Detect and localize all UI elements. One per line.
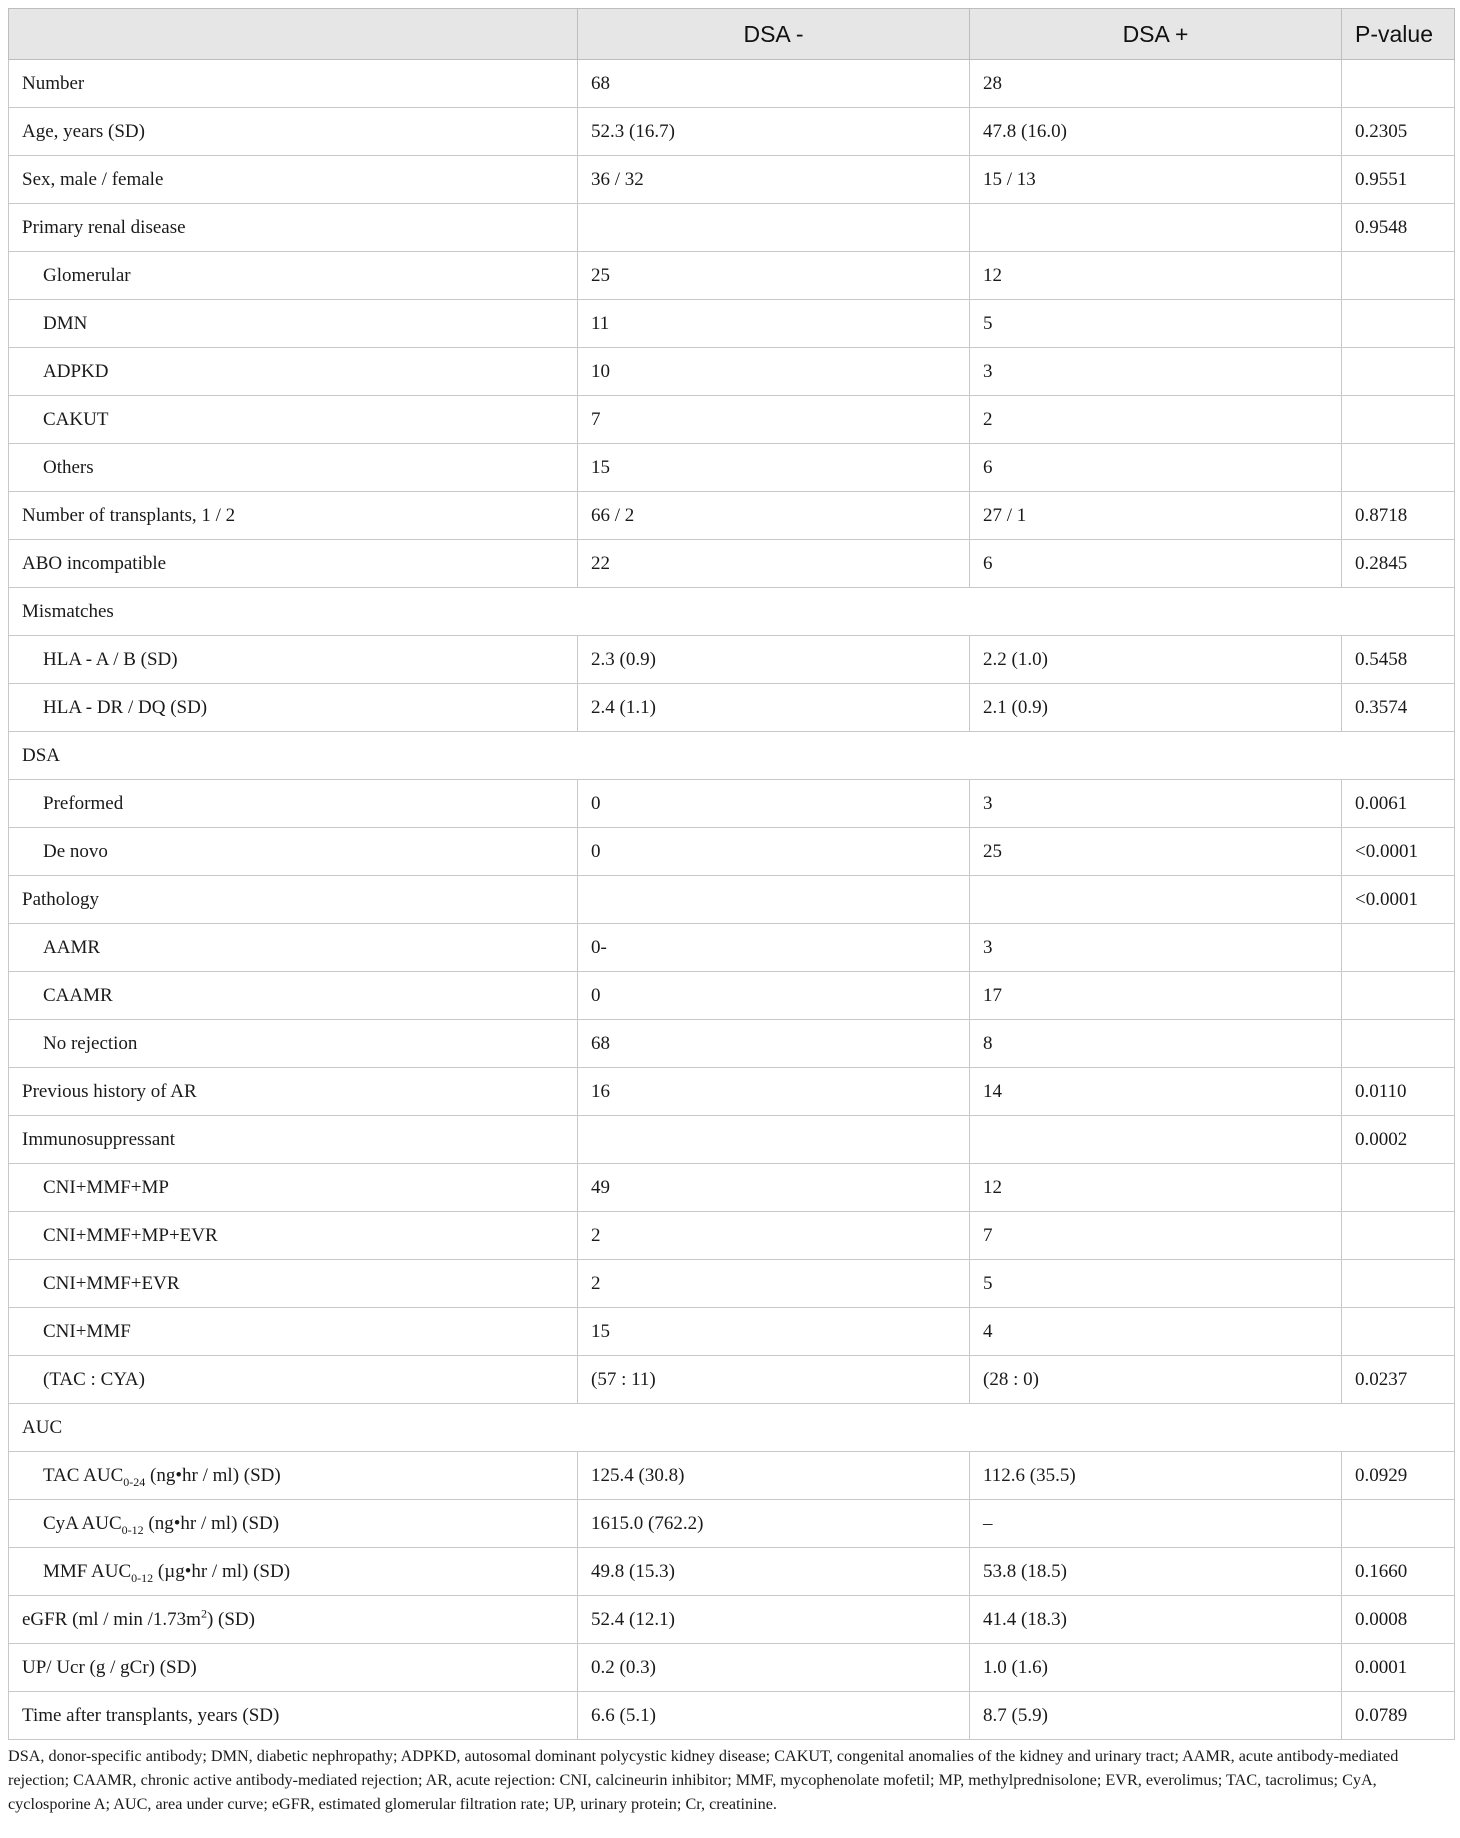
dsa-negative-value: 11 <box>578 300 970 348</box>
row-label: HLA - DR / DQ (SD) <box>9 684 578 732</box>
table-row <box>9 1404 1455 1452</box>
row-label-subscript: 0-24 <box>123 1474 146 1489</box>
dsa-negative-value: 2 <box>578 1212 970 1260</box>
row-label: CNI+MMF+MP+EVR <box>9 1212 578 1260</box>
dsa-positive-value: 3 <box>970 348 1342 396</box>
p-value: 0.0002 <box>1342 1116 1455 1164</box>
table-row <box>9 300 1455 348</box>
table-row <box>9 1548 1455 1596</box>
table-row <box>9 876 1455 924</box>
row-label: Sex, male / female <box>9 156 578 204</box>
dsa-positive-value: 8 <box>970 1020 1342 1068</box>
dsa-positive-value: (28 : 0) <box>970 1356 1342 1404</box>
row-label: ADPKD <box>9 348 578 396</box>
p-value <box>1342 396 1455 444</box>
table-header <box>9 9 1455 60</box>
dsa-negative-value: 22 <box>578 540 970 588</box>
p-value <box>1342 348 1455 396</box>
row-label: HLA - A / B (SD) <box>9 636 578 684</box>
dsa-negative-value: 66 / 2 <box>578 492 970 540</box>
dsa-negative-value: 49.8 (15.3) <box>578 1548 970 1596</box>
row-label-superscript: 2 <box>200 1606 207 1621</box>
table-row <box>9 684 1455 732</box>
dsa-positive-value: 112.6 (35.5) <box>970 1452 1342 1500</box>
row-label: CNI+MMF+EVR <box>9 1260 578 1308</box>
table-row <box>9 60 1455 108</box>
header-dsa-negative: DSA - <box>578 9 970 60</box>
row-label <box>9 1500 578 1548</box>
dsa-positive-value <box>970 1116 1342 1164</box>
p-value: 0.9548 <box>1342 204 1455 252</box>
table-row <box>9 636 1455 684</box>
table-row <box>9 1308 1455 1356</box>
p-value <box>1342 924 1455 972</box>
dsa-positive-value: 12 <box>970 252 1342 300</box>
row-label: Time after transplants, years (SD) <box>9 1692 578 1740</box>
row-label: CNI+MMF+MP <box>9 1164 578 1212</box>
table-row <box>9 540 1455 588</box>
p-value: <0.0001 <box>1342 828 1455 876</box>
dsa-positive-value: 47.8 (16.0) <box>970 108 1342 156</box>
row-label <box>9 1548 578 1596</box>
dsa-negative-value: 7 <box>578 396 970 444</box>
p-value: 0.5458 <box>1342 636 1455 684</box>
row-label-text: (ng•hr / ml) (SD) <box>145 1464 281 1486</box>
row-label-text: MMF AUC <box>43 1560 132 1582</box>
row-label: CAAMR <box>9 972 578 1020</box>
dsa-negative-value: 2.4 (1.1) <box>578 684 970 732</box>
header-row <box>9 9 1455 60</box>
row-label: DSA <box>9 732 1455 780</box>
dsa-positive-value <box>970 876 1342 924</box>
row-label-subscript: 0-12 <box>121 1522 144 1537</box>
p-value: 0.3574 <box>1342 684 1455 732</box>
dsa-negative-value: 52.3 (16.7) <box>578 108 970 156</box>
table-row <box>9 252 1455 300</box>
dsa-positive-value: – <box>970 1500 1342 1548</box>
table-row <box>9 924 1455 972</box>
p-value: 0.2845 <box>1342 540 1455 588</box>
p-value: 0.2305 <box>1342 108 1455 156</box>
p-value <box>1342 444 1455 492</box>
dsa-negative-value: 0 <box>578 972 970 1020</box>
p-value <box>1342 972 1455 1020</box>
row-label-text: ) (SD) <box>206 1608 255 1630</box>
table-row <box>9 1068 1455 1116</box>
row-label: UP/ Ucr (g / gCr) (SD) <box>9 1644 578 1692</box>
p-value: 0.0008 <box>1342 1596 1455 1644</box>
table-row <box>9 1692 1455 1740</box>
dsa-negative-value: 0 <box>578 780 970 828</box>
dsa-negative-value: 125.4 (30.8) <box>578 1452 970 1500</box>
row-label: De novo <box>9 828 578 876</box>
table-footnote: DSA, donor-specific antibody; DMN, diabetic nephropathy; ADPKD, autosomal dominant polycystic kidney disease; CAKUT, congenital anomalies of the kidney and urinary tract; AAMR, acute antibody-mediated rejection; CAAMR, chronic active antibody-mediated rejection; AR, acute rejection: CNI, calcineurin inhibitor; MMF, mycophenolate mofetil; MP, methylprednisolone; EVR, everolimus; TAC, tacrolimus; CyA, cyclosporine A; AUC, area under curve; eGFR, estimated glomerular filtration rate; UP, urinary protein; Cr, creatinine. <box>8 1747 1399 1813</box>
dsa-positive-value: 2 <box>970 396 1342 444</box>
p-value: 0.1660 <box>1342 1548 1455 1596</box>
table-row <box>9 1596 1455 1644</box>
row-label <box>9 1452 578 1500</box>
p-value <box>1342 1020 1455 1068</box>
row-label: (TAC : CYA) <box>9 1356 578 1404</box>
dsa-negative-value: 36 / 32 <box>578 156 970 204</box>
row-label: Immunosuppressant <box>9 1116 578 1164</box>
p-value <box>1342 1500 1455 1548</box>
dsa-positive-value: 25 <box>970 828 1342 876</box>
table-row <box>9 156 1455 204</box>
dsa-negative-value: (57 : 11) <box>578 1356 970 1404</box>
p-value: 0.0237 <box>1342 1356 1455 1404</box>
row-label: ABO incompatible <box>9 540 578 588</box>
table-row <box>9 1356 1455 1404</box>
row-label: AUC <box>9 1404 1455 1452</box>
dsa-positive-value: 41.4 (18.3) <box>970 1596 1342 1644</box>
row-label <box>9 1596 578 1644</box>
table-row <box>9 780 1455 828</box>
p-value: 0.0110 <box>1342 1068 1455 1116</box>
row-label: Others <box>9 444 578 492</box>
header-empty-cell <box>9 9 578 60</box>
row-label-subscript: 0-12 <box>131 1570 154 1585</box>
row-label: CNI+MMF <box>9 1308 578 1356</box>
dsa-positive-value: 27 / 1 <box>970 492 1342 540</box>
row-label: Previous history of AR <box>9 1068 578 1116</box>
dsa-negative-value: 49 <box>578 1164 970 1212</box>
p-value <box>1342 60 1455 108</box>
p-value: <0.0001 <box>1342 876 1455 924</box>
dsa-negative-value: 25 <box>578 252 970 300</box>
dsa-negative-value: 0 <box>578 828 970 876</box>
dsa-positive-value: 8.7 (5.9) <box>970 1692 1342 1740</box>
p-value <box>1342 300 1455 348</box>
p-value: 0.9551 <box>1342 156 1455 204</box>
p-value <box>1342 1308 1455 1356</box>
dsa-positive-value: 5 <box>970 300 1342 348</box>
row-label-text: (ng•hr / ml) (SD) <box>143 1512 280 1534</box>
dsa-positive-value: 2.1 (0.9) <box>970 684 1342 732</box>
dsa-positive-value: 53.8 (18.5) <box>970 1548 1342 1596</box>
demographics-table <box>8 8 1455 1740</box>
table-row <box>9 828 1455 876</box>
p-value: 0.0001 <box>1342 1644 1455 1692</box>
row-label-text: TAC AUC <box>43 1464 124 1486</box>
row-label: Primary renal disease <box>9 204 578 252</box>
row-label: CAKUT <box>9 396 578 444</box>
table-row <box>9 444 1455 492</box>
table-row <box>9 396 1455 444</box>
table-row <box>9 732 1455 780</box>
table-row <box>9 1212 1455 1260</box>
dsa-positive-value: 2.2 (1.0) <box>970 636 1342 684</box>
dsa-negative-value <box>578 876 970 924</box>
p-value: 0.0789 <box>1342 1692 1455 1740</box>
table-row <box>9 1116 1455 1164</box>
dsa-negative-value: 0- <box>578 924 970 972</box>
table-row <box>9 1260 1455 1308</box>
demographics-table-container <box>8 8 1454 1740</box>
dsa-negative-value: 16 <box>578 1068 970 1116</box>
row-label: Mismatches <box>9 588 1455 636</box>
dsa-positive-value: 12 <box>970 1164 1342 1212</box>
dsa-negative-value <box>578 204 970 252</box>
dsa-negative-value: 68 <box>578 1020 970 1068</box>
table-row <box>9 972 1455 1020</box>
header-dsa-positive: DSA + <box>970 9 1342 60</box>
p-value <box>1342 1212 1455 1260</box>
row-label: DMN <box>9 300 578 348</box>
row-label: Pathology <box>9 876 578 924</box>
dsa-positive-value: 1.0 (1.6) <box>970 1644 1342 1692</box>
dsa-negative-value: 15 <box>578 444 970 492</box>
dsa-negative-value: 52.4 (12.1) <box>578 1596 970 1644</box>
dsa-positive-value <box>970 204 1342 252</box>
table-row <box>9 588 1455 636</box>
header-p-value: P-value <box>1342 9 1455 60</box>
row-label-text: eGFR (ml / min /1.73m <box>22 1608 201 1630</box>
dsa-negative-value: 0.2 (0.3) <box>578 1644 970 1692</box>
row-label: Preformed <box>9 780 578 828</box>
p-value: 0.0929 <box>1342 1452 1455 1500</box>
dsa-positive-value: 15 / 13 <box>970 156 1342 204</box>
dsa-positive-value: 4 <box>970 1308 1342 1356</box>
dsa-negative-value: 6.6 (5.1) <box>578 1692 970 1740</box>
row-label-text: (µg•hr / ml) (SD) <box>153 1560 291 1582</box>
dsa-negative-value: 2 <box>578 1260 970 1308</box>
table-row <box>9 1500 1455 1548</box>
row-label: Glomerular <box>9 252 578 300</box>
dsa-negative-value: 10 <box>578 348 970 396</box>
row-label: Number <box>9 60 578 108</box>
p-value <box>1342 1164 1455 1212</box>
dsa-positive-value: 14 <box>970 1068 1342 1116</box>
p-value: 0.0061 <box>1342 780 1455 828</box>
row-label-text: CyA AUC <box>43 1512 122 1534</box>
p-value <box>1342 1260 1455 1308</box>
p-value: 0.8718 <box>1342 492 1455 540</box>
row-label: Number of transplants, 1 / 2 <box>9 492 578 540</box>
p-value <box>1342 252 1455 300</box>
row-label: No rejection <box>9 1020 578 1068</box>
dsa-positive-value: 17 <box>970 972 1342 1020</box>
table-row <box>9 1164 1455 1212</box>
dsa-negative-value: 68 <box>578 60 970 108</box>
dsa-positive-value: 3 <box>970 780 1342 828</box>
dsa-positive-value: 28 <box>970 60 1342 108</box>
dsa-positive-value: 6 <box>970 540 1342 588</box>
row-label: Age, years (SD) <box>9 108 578 156</box>
dsa-positive-value: 5 <box>970 1260 1342 1308</box>
table-row <box>9 108 1455 156</box>
table-row <box>9 348 1455 396</box>
dsa-negative-value: 2.3 (0.9) <box>578 636 970 684</box>
dsa-positive-value: 6 <box>970 444 1342 492</box>
table-body <box>9 60 1455 1740</box>
row-label: AAMR <box>9 924 578 972</box>
table-row <box>9 1452 1455 1500</box>
dsa-negative-value: 1615.0 (762.2) <box>578 1500 970 1548</box>
dsa-positive-value: 7 <box>970 1212 1342 1260</box>
table-row <box>9 204 1455 252</box>
dsa-positive-value: 3 <box>970 924 1342 972</box>
table-row <box>9 1644 1455 1692</box>
dsa-negative-value: 15 <box>578 1308 970 1356</box>
table-row <box>9 1020 1455 1068</box>
dsa-negative-value <box>578 1116 970 1164</box>
table-row <box>9 492 1455 540</box>
